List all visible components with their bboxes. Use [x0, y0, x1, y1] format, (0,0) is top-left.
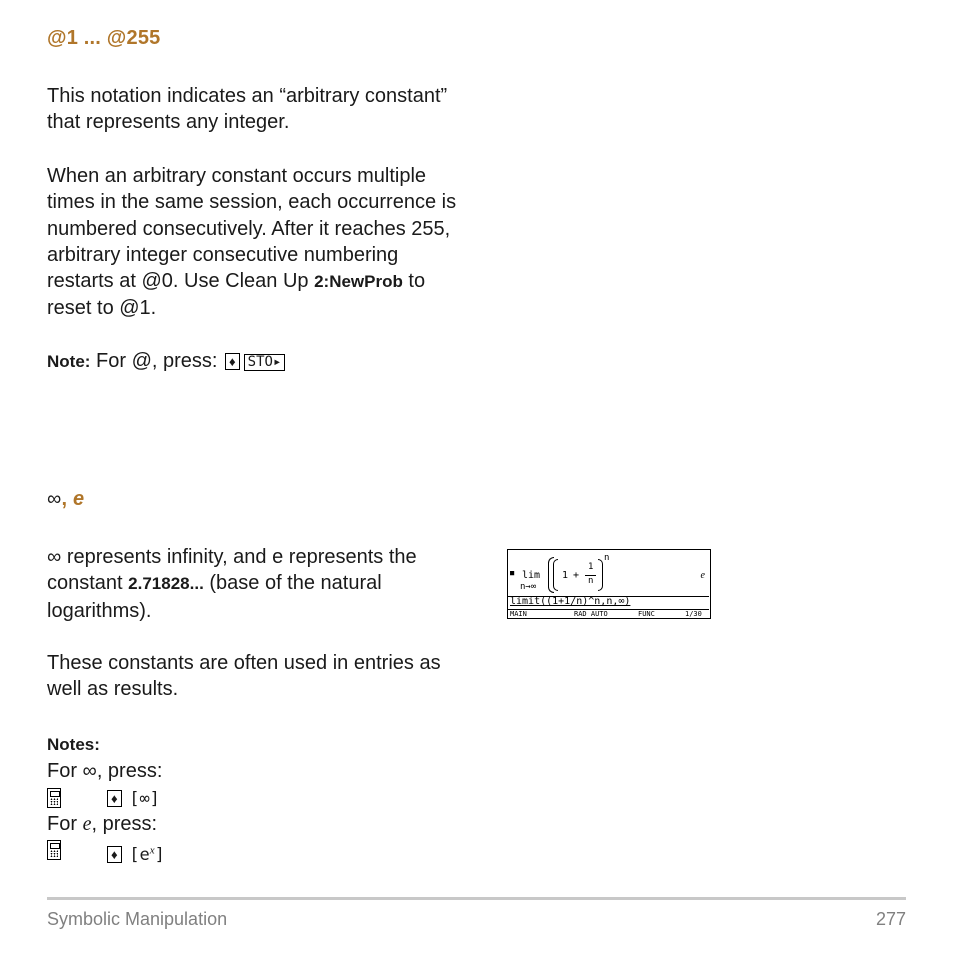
paragraph-arbitrary-constant-numbering [47, 163, 497, 322]
notes-label [47, 731, 497, 758]
footer-page-number: 277 [875, 909, 906, 929]
heading-e: e [72, 488, 85, 510]
notes-infinity-e-keys [47, 731, 497, 863]
footer-divider [47, 897, 906, 900]
history-area [508, 550, 709, 596]
sto-key-icon: STO▸ [244, 354, 286, 371]
text-line: ∞ represents infinity, and e represents the [47, 546, 417, 568]
calculator-screen [507, 549, 711, 619]
text-fragment: to [402, 270, 426, 293]
plus-sign: + [573, 570, 580, 581]
result-value: e [700, 570, 705, 581]
status-history-count: 1/30 [685, 610, 702, 618]
text-line [47, 570, 497, 597]
note-label: Note: [47, 352, 91, 371]
text-fragment: For [47, 812, 83, 835]
entry-line: limit((1+1/n)^n,n,∞) [510, 596, 631, 607]
text-line: When an arbitrary constant occurs multiple [47, 165, 427, 187]
constant-value: 2.71828... [128, 574, 204, 594]
one-term: 1 [562, 570, 569, 581]
diamond-key-icon: ♦ [107, 790, 122, 807]
section-heading-arbitrary-constant [47, 27, 160, 50]
note-e-text [47, 811, 497, 837]
status-mode: RAD AUTO [574, 610, 608, 618]
note-text: For @, press: [90, 350, 224, 372]
note-infinity-text: For ∞, press: [47, 760, 163, 783]
text-line: reset to @1. [47, 297, 157, 320]
italic-e: e [82, 812, 92, 835]
heading-comma: , [61, 488, 73, 510]
paragraph-arbitrary-constant-intro [47, 83, 497, 136]
text-fragment: restarts at @0. Use Clean Up [47, 270, 315, 293]
text-fragment: constant [47, 572, 129, 595]
status-main: MAIN [510, 610, 527, 618]
text-line: logarithms). [47, 599, 152, 622]
note-infinity-keys [47, 785, 497, 811]
text-line: times in the same session, each occurrence is [47, 191, 457, 214]
status-bar [508, 609, 709, 619]
text-line [47, 268, 497, 295]
bracket-open: [e [129, 844, 150, 865]
text-line: arbitrary integer consecutive numbering [47, 243, 399, 266]
lim-word: lim [522, 570, 541, 581]
section-heading-infinity-e [47, 488, 84, 511]
fraction-denominator: n [588, 576, 594, 586]
key-group [105, 837, 165, 868]
menu-command-newprob: 2:NewProb [314, 272, 403, 292]
right-paren-icon [598, 559, 603, 591]
note-e-keys [47, 837, 497, 863]
calculator-icon [47, 788, 61, 808]
history-marker-icon: ■ [510, 569, 515, 577]
text-line: well as results. [47, 678, 179, 701]
text-line: These constants are often used in entries as [47, 652, 441, 674]
key-group [105, 785, 160, 812]
e-power-x-key-icon [129, 845, 165, 865]
text-fragment: , press: [91, 812, 158, 835]
calculator-icon [47, 840, 61, 860]
paragraph-infinity-e-definition [47, 544, 497, 624]
note-at-sign-keys [47, 348, 497, 375]
heading-text: @1 ... @255 [47, 27, 161, 49]
text-line: that represents any integer. [47, 111, 290, 134]
footer-chapter-title: Symbolic Manipulation [47, 909, 228, 929]
text-fragment: (base of the natural [203, 572, 382, 595]
paragraph-constants-usage [47, 650, 497, 703]
left-paren-inner-icon [553, 559, 558, 591]
infinity-symbol: ∞ [47, 488, 62, 510]
exponent: n [604, 553, 610, 563]
text-line: numbered consecutively. After it reaches 255, [47, 217, 451, 240]
infinity-key-icon: [∞] [129, 788, 160, 809]
diamond-key-icon: ♦ [225, 353, 240, 370]
lim-subscript: n→∞ [520, 582, 537, 592]
diamond-key-icon: ♦ [107, 846, 122, 863]
notes-label-text: Notes: [47, 735, 100, 754]
text-line: This notation indicates an “arbitrary constant” [47, 85, 448, 107]
status-func: FUNC [638, 610, 655, 618]
bracket-sup: x [149, 843, 155, 856]
bracket-close: ] [154, 844, 165, 865]
fraction-numerator: 1 [588, 562, 594, 572]
